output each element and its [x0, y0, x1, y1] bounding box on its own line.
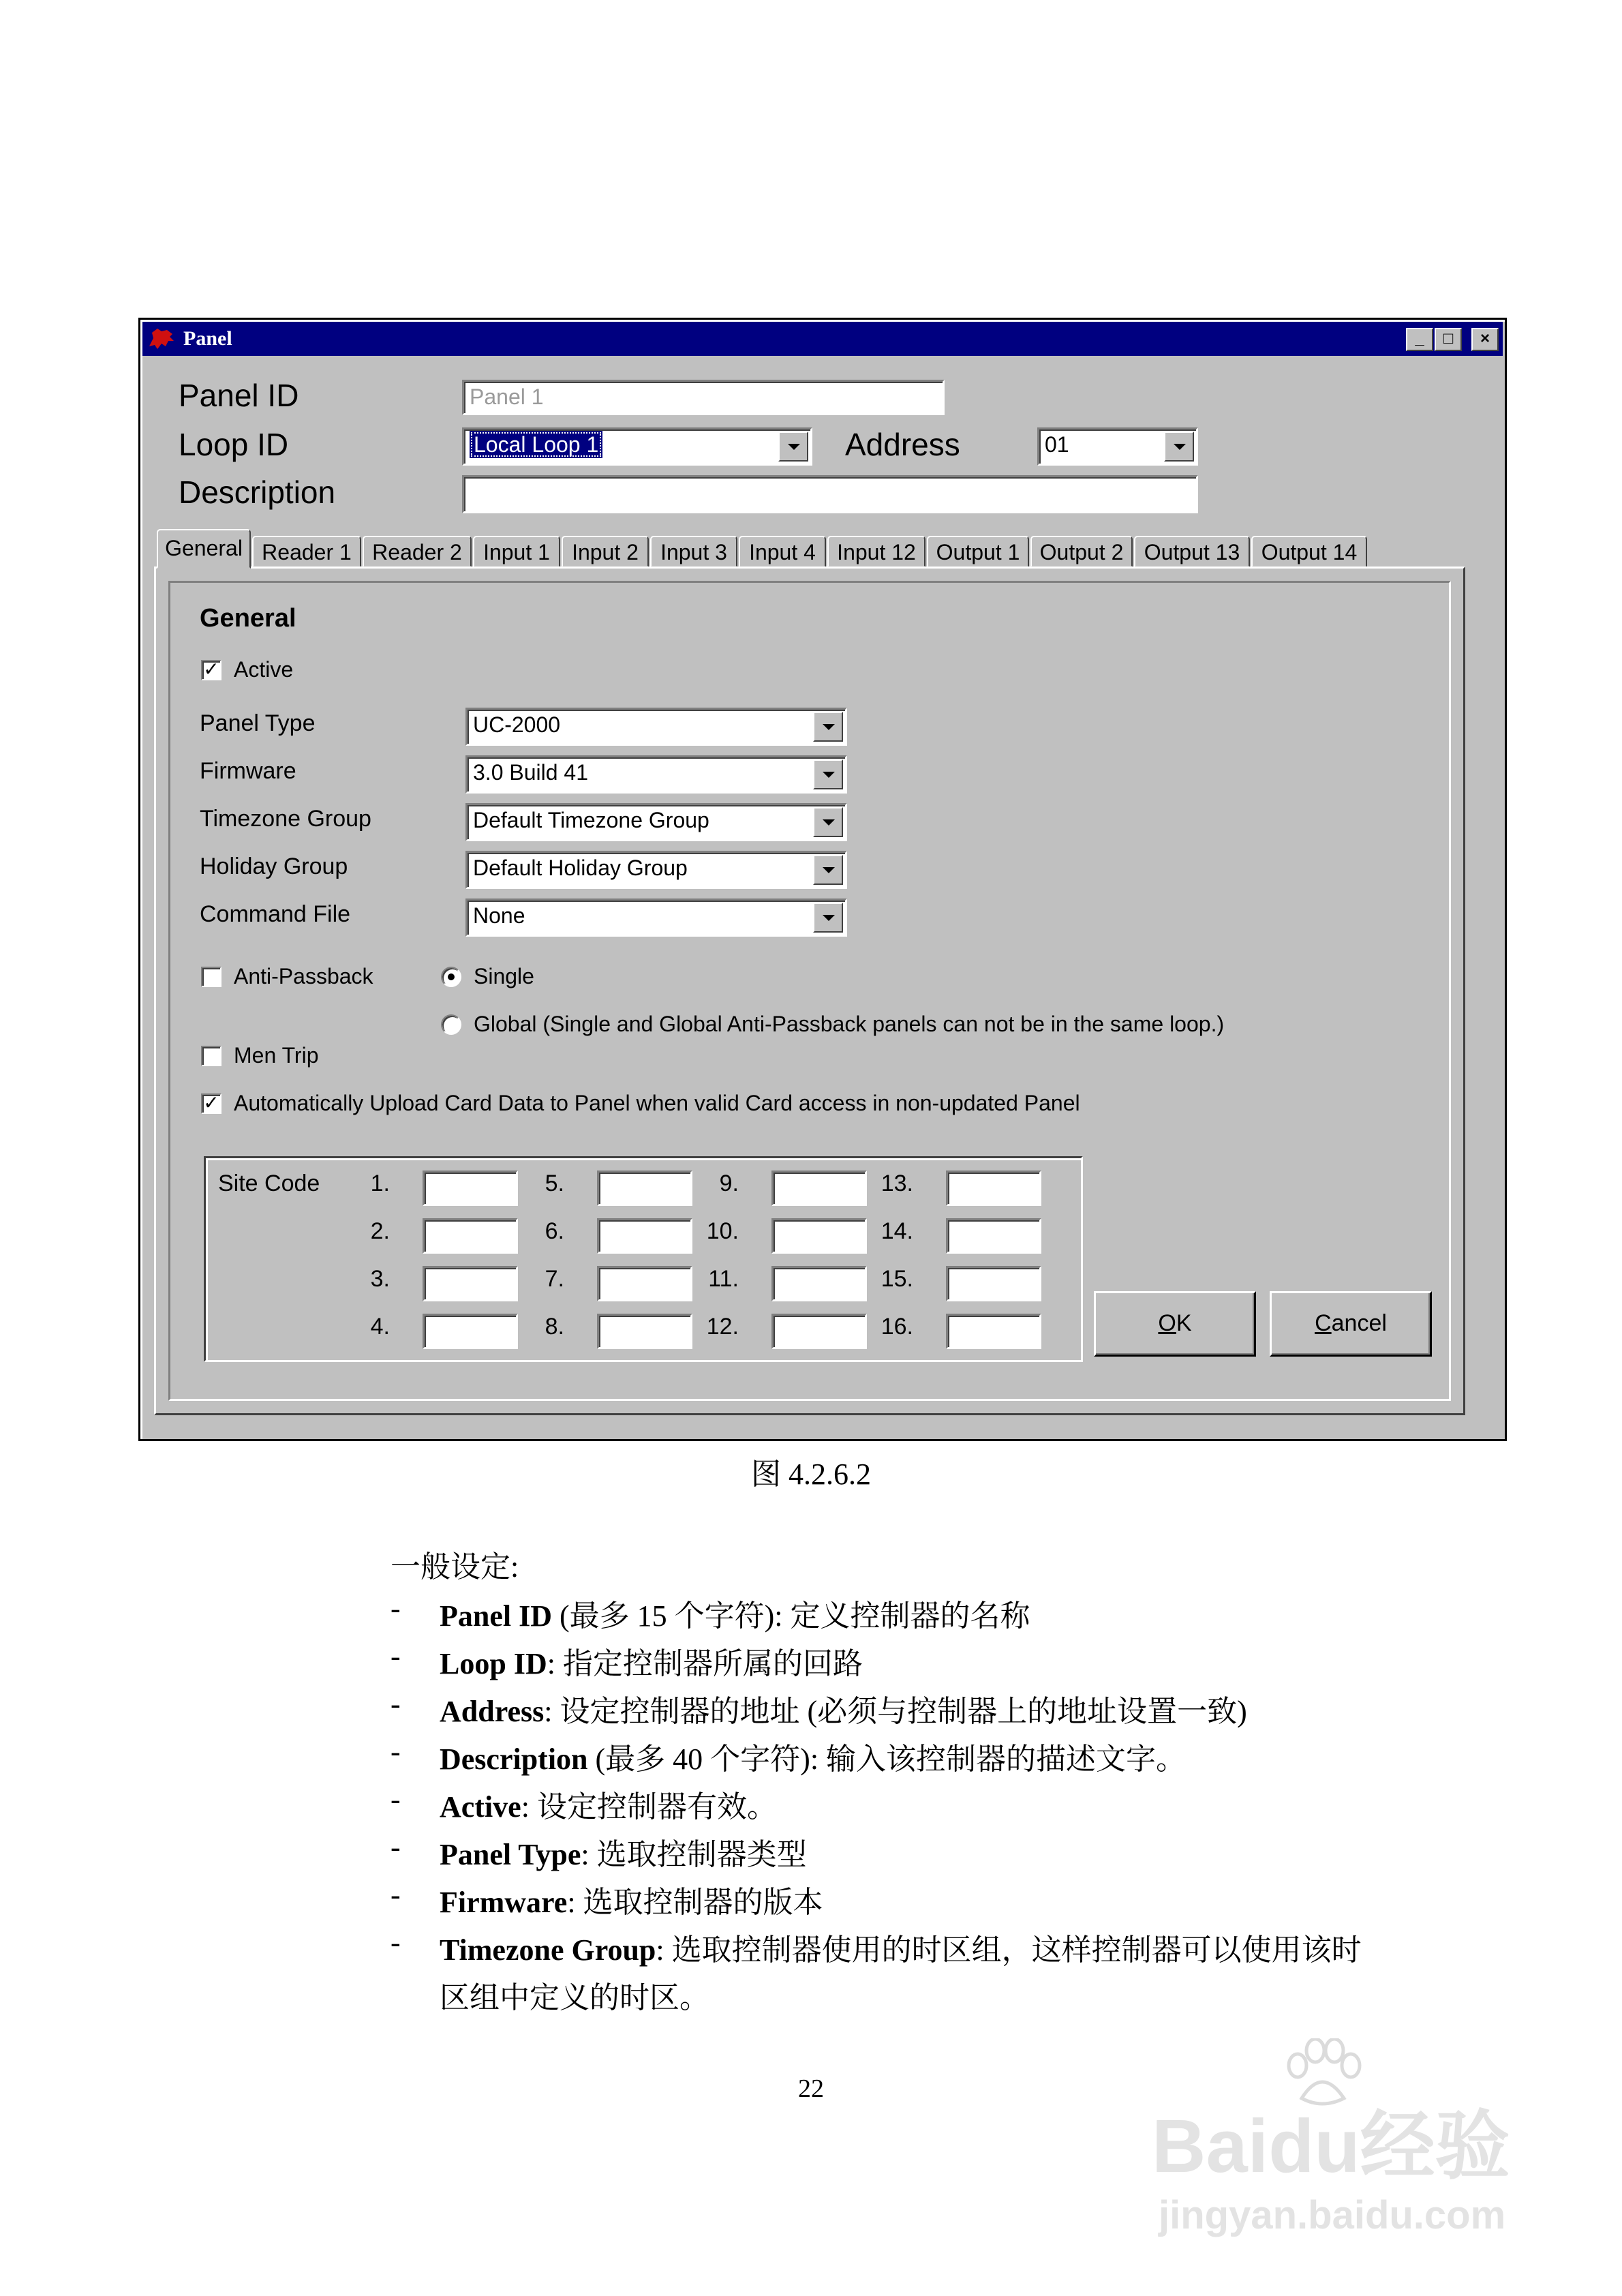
anti-passback-label: Anti-Passback: [234, 964, 373, 988]
site-code-number: 3.: [370, 1266, 390, 1292]
site-code-number: 7.: [545, 1266, 564, 1292]
chevron-down-icon[interactable]: [1164, 432, 1194, 462]
firmware-value: 3.0 Build 41: [473, 760, 589, 785]
bullet: -: [391, 1592, 401, 1625]
list-item: [440, 1734, 1186, 1778]
site-code-input-14[interactable]: [946, 1218, 1041, 1254]
site-code-input-10[interactable]: [771, 1218, 867, 1254]
section-heading: 一般设定:: [391, 1550, 519, 1584]
panel-id-input[interactable]: Panel 1: [462, 380, 945, 415]
tab-input-3[interactable]: Input 3: [650, 536, 737, 567]
address-label: Address: [845, 427, 960, 462]
men-trip-checkbox[interactable]: [201, 1046, 221, 1066]
watermark-brand-b: du: [1268, 2104, 1360, 2188]
tab-output-2[interactable]: Output 2: [1030, 536, 1133, 567]
site-code-input-2[interactable]: [423, 1218, 518, 1254]
bullet: -: [391, 1687, 401, 1721]
auto-upload-checkbox[interactable]: ✓: [201, 1093, 221, 1114]
site-code-number: 2.: [370, 1218, 390, 1244]
item-desc: : 指定控制器所属的回路: [547, 1647, 863, 1680]
watermark-brand-cn: 经验: [1360, 2104, 1510, 2188]
list-item: [440, 1591, 1030, 1635]
baidu-watermark: [1152, 2038, 1533, 2256]
firmware-label: Firmware: [200, 758, 296, 784]
tab-output-1[interactable]: Output 1: [927, 536, 1029, 567]
site-code-number: 12.: [706, 1314, 739, 1340]
horse-app-icon: [147, 326, 178, 352]
description-input[interactable]: [462, 475, 1198, 513]
watermark-brand: [1152, 2086, 1510, 2194]
list-item: [440, 1830, 807, 1873]
global-radio[interactable]: [441, 1014, 461, 1035]
cancel-rest: ancel: [1331, 1310, 1387, 1336]
timezone-group-select[interactable]: [465, 803, 847, 841]
command-file-label: Command File: [200, 901, 351, 927]
bullet: -: [391, 1926, 401, 1959]
minimize-button[interactable]: _: [1406, 328, 1433, 351]
site-code-number: 8.: [545, 1314, 564, 1340]
list-item: [440, 1639, 863, 1682]
list-item: [440, 1877, 823, 1921]
item-desc: (最多 15 个字符): 定义控制器的名称: [552, 1599, 1030, 1633]
item-term: Timezone Group: [440, 1933, 656, 1967]
ok-rest: K: [1176, 1310, 1192, 1336]
site-code-number: 16.: [881, 1314, 913, 1340]
tab-output-14[interactable]: Output 14: [1251, 536, 1367, 567]
chevron-down-icon[interactable]: [813, 759, 843, 789]
list-item: [440, 1687, 1247, 1730]
bullet: -: [391, 1878, 401, 1912]
site-code-input-3[interactable]: [423, 1266, 518, 1301]
general-heading: General: [200, 604, 296, 633]
list-item: [440, 1925, 1362, 1969]
chevron-down-icon[interactable]: [813, 712, 843, 742]
timezone-group-value: Default Timezone Group: [473, 808, 709, 832]
tab-input-12[interactable]: Input 12: [827, 536, 925, 567]
active-label: Active: [234, 657, 294, 682]
ok-button[interactable]: [1094, 1291, 1256, 1357]
site-code-input-7[interactable]: [597, 1266, 692, 1301]
page-number: 22: [798, 2074, 824, 2103]
tab-input-2[interactable]: Input 2: [562, 536, 649, 567]
title-bar[interactable]: [142, 322, 1503, 356]
bullet: -: [391, 1735, 401, 1768]
active-checkbox[interactable]: ✓: [201, 660, 221, 680]
item-desc: (最多 40 个字符): 输入该控制器的描述文字。: [587, 1742, 1187, 1776]
item-term: Panel ID: [440, 1599, 552, 1633]
cancel-mnemonic: C: [1315, 1310, 1332, 1336]
item-desc: : 选取控制器使用的时区组，这样控制器可以使用该时: [656, 1933, 1362, 1967]
ok-mnemonic: O: [1158, 1310, 1176, 1336]
site-code-number: 9.: [719, 1170, 739, 1196]
site-code-input-9[interactable]: [771, 1170, 867, 1206]
panel-id-label: Panel ID: [179, 378, 299, 413]
bullet: -: [391, 1830, 401, 1864]
firmware-select[interactable]: [465, 755, 847, 794]
cancel-button[interactable]: [1270, 1291, 1432, 1357]
site-code-input-13[interactable]: [946, 1170, 1041, 1206]
site-code-input-16[interactable]: [946, 1314, 1041, 1349]
list-item: [440, 1782, 777, 1826]
list-item-continuation: 区组中定义的时区。: [440, 1981, 709, 2014]
panel-window: [138, 318, 1507, 1441]
item-term: Panel Type: [440, 1838, 581, 1871]
tab-output-13[interactable]: Output 13: [1134, 536, 1250, 567]
site-code-number: 1.: [370, 1170, 390, 1196]
item-desc: : 选取控制器类型: [581, 1838, 807, 1871]
holiday-group-select[interactable]: [465, 851, 847, 889]
site-code-group: [204, 1156, 1083, 1362]
command-file-select[interactable]: [465, 898, 847, 937]
site-code-input-4[interactable]: [423, 1314, 518, 1349]
item-desc: : 选取控制器的版本: [567, 1886, 823, 1919]
site-code-number: 11.: [708, 1266, 739, 1292]
item-desc: : 设定控制器的地址 (必须与控制器上的地址设置一致): [544, 1695, 1247, 1728]
item-desc: : 设定控制器有效。: [521, 1790, 777, 1824]
bullet: -: [391, 1640, 401, 1673]
auto-upload-label: Automatically Upload Card Data to Panel when valid Card access in non-updated Panel: [234, 1091, 1080, 1115]
site-code-input-1[interactable]: [423, 1170, 518, 1206]
figure-caption: 图 4.2.6.2: [751, 1457, 871, 1491]
timezone-group-label: Timezone Group: [200, 806, 371, 832]
global-label: Global (Single and Global Anti-Passback panels can not be in the same loop.): [474, 1012, 1225, 1036]
site-code-number: 4.: [370, 1314, 390, 1340]
site-code-number: 6.: [545, 1218, 564, 1244]
tab-input-4[interactable]: Input 4: [739, 536, 826, 567]
site-code-input-15[interactable]: [946, 1266, 1041, 1301]
panel-type-value: UC-2000: [473, 712, 561, 737]
holiday-group-value: Default Holiday Group: [473, 856, 688, 880]
site-code-input-12[interactable]: [771, 1314, 867, 1349]
window-title: Panel: [183, 327, 232, 350]
panel-type-label: Panel Type: [200, 710, 316, 736]
description-label: Description: [179, 474, 336, 510]
watermark-brand-a: Bai: [1152, 2104, 1269, 2188]
loop-id-select[interactable]: [462, 427, 812, 466]
site-code-number: 15.: [881, 1266, 913, 1292]
site-code-label: Site Code: [218, 1170, 320, 1196]
loop-id-label: Loop ID: [179, 427, 289, 462]
address-select[interactable]: [1037, 427, 1198, 466]
site-code-input-6[interactable]: [597, 1218, 692, 1254]
bullet: -: [391, 1783, 401, 1816]
single-label: Single: [474, 964, 534, 988]
panel-type-select[interactable]: [465, 708, 847, 746]
maximize-button[interactable]: □: [1435, 328, 1462, 351]
tab-general[interactable]: General: [157, 529, 251, 569]
watermark-url: jingyan.baidu.com: [1159, 2193, 1506, 2237]
site-code-input-8[interactable]: [597, 1314, 692, 1349]
item-term: Description: [440, 1742, 588, 1776]
site-code-input-11[interactable]: [771, 1266, 867, 1301]
tab-reader-1[interactable]: Reader 1: [252, 536, 361, 567]
item-term: Address: [440, 1695, 545, 1728]
site-code-number: 10.: [706, 1218, 739, 1244]
chevron-down-icon[interactable]: [813, 807, 843, 837]
general-tab-panel: [154, 567, 1465, 1415]
command-file-value: None: [473, 903, 525, 928]
anti-passback-checkbox[interactable]: [201, 967, 221, 987]
item-term: Active: [440, 1790, 521, 1824]
close-button[interactable]: ×: [1471, 328, 1499, 351]
men-trip-label: Men Trip: [234, 1043, 319, 1068]
loop-id-value: Local Loop 1: [470, 431, 602, 458]
tab-input-1[interactable]: Input 1: [473, 536, 560, 567]
single-radio[interactable]: [441, 967, 461, 987]
chevron-down-icon[interactable]: [813, 903, 843, 933]
chevron-down-icon[interactable]: [778, 432, 808, 462]
item-term: Firmware: [440, 1886, 568, 1919]
holiday-group-label: Holiday Group: [200, 854, 348, 879]
site-code-number: 13.: [881, 1170, 913, 1196]
chevron-down-icon[interactable]: [813, 855, 843, 885]
address-value: 01: [1045, 432, 1069, 457]
site-code-number: 5.: [545, 1170, 564, 1196]
site-code-number: 14.: [881, 1218, 913, 1244]
tab-reader-2[interactable]: Reader 2: [363, 536, 472, 567]
item-term: Loop ID: [440, 1647, 547, 1680]
site-code-input-5[interactable]: [597, 1170, 692, 1206]
